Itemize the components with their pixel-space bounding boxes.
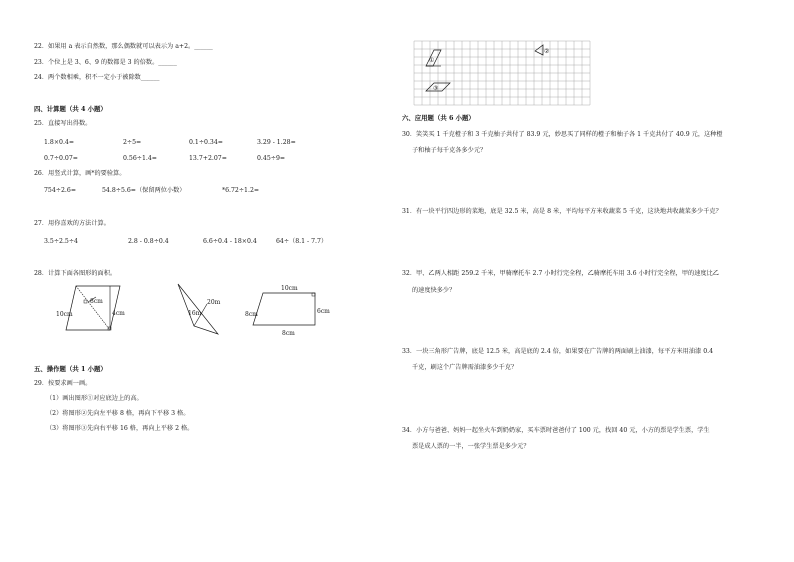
question-25: 25．直接写出得数。 bbox=[34, 120, 92, 127]
question-30-line-1: 30．笑笑买 1 千克橙子和 3 千克柚子共付了 83.9 元，妙思买了同样的橙子和柚子各 1 千克共付了 40.9 元，这种橙 bbox=[402, 131, 723, 138]
fig3-top-label: 10cm bbox=[281, 285, 298, 292]
q27-item: 3.5÷2.5÷4 bbox=[44, 238, 78, 245]
q29-item-1: （1）画出图形①对应底边上的高。 bbox=[46, 395, 143, 402]
question-32-line-2: 的速度快多少？ bbox=[412, 287, 456, 294]
q25-item: 13.7+2.07= bbox=[189, 155, 227, 162]
q25-row-1 bbox=[44, 139, 296, 147]
question-23: 23．个位上是 3、6、9 的数都是 3 的倍数。______ bbox=[34, 59, 177, 66]
question-34-line-2: 票是成人票的一半，一张学生票是多少元？ bbox=[412, 443, 530, 450]
q26-item: *6.72÷1.2= bbox=[222, 187, 260, 194]
question-34-line-1: 34．小方与爸爸、妈妈一起坐火车到奶奶家，买车票时爸爸付了 100 元，找回 40 元，小方的票是学生票，学生 bbox=[402, 427, 710, 434]
q26-item: 54.8÷5.6=（保留两位小数） bbox=[102, 187, 186, 194]
fig3-left-label: 8cm bbox=[245, 311, 258, 318]
question-24: 24．两个数相乘，积不一定小于被除数______ bbox=[34, 74, 160, 81]
question-29: 29．按要求画一画。 bbox=[34, 380, 92, 387]
q29-item-3: （3）将图形③先向右平移 16 格，再向上平移 2 格。 bbox=[46, 425, 194, 432]
fig2-b-label: 16m bbox=[188, 310, 202, 317]
question-33-line-1: 33．一块三角形广告牌，底是 12.5 米，高是底的 2.4 倍，如果要在广告牌的两面刷上油漆，每平方米用油漆 0.4 bbox=[402, 348, 714, 355]
question-32-line-1: 32．甲、乙两人相距 259.2 千米，甲骑摩托车 2.7 小时行完全程，乙骑摩托车用 3.6 小时行完全程，甲的速度比乙 bbox=[402, 270, 719, 277]
section-6-title: 六、应用题（共 6 小题） bbox=[402, 114, 475, 122]
q27-row bbox=[44, 238, 327, 246]
parallelogram-figure bbox=[58, 282, 128, 342]
section-4-title: 四、计算题（共 4 小题） bbox=[34, 105, 107, 113]
fig2-a-label: 20m bbox=[207, 299, 221, 306]
q29-item-2: （2）将图形②先向左平移 8 格，再向下平移 3 格。 bbox=[46, 410, 190, 417]
q25-item: 3.29 - 1.28= bbox=[257, 139, 296, 146]
question-30-line-2: 子和柚子每千克各多少元？ bbox=[412, 147, 487, 154]
q26-row bbox=[44, 187, 259, 195]
fig3-right-label: 6cm bbox=[317, 308, 330, 315]
q25-item: 0.45÷9= bbox=[257, 155, 286, 162]
question-22: 22．如果用 a 表示自然数，那么偶数就可以表示为 a+2。______ bbox=[34, 43, 213, 50]
q25-item: 1.8×0.4= bbox=[44, 139, 75, 146]
question-31-line-1: 31．有一块平行四边形的菜地，底是 32.5 米，高是 8 米，平均每平方米收蔬菜 5 千克，这块地共收蔬菜多少千克？ bbox=[402, 208, 722, 215]
question-33-line-2: 千克，刷这个广告牌需油漆多少千克？ bbox=[412, 364, 518, 371]
q25-row-2 bbox=[44, 155, 285, 163]
question-26: 26．用竖式计算，画*的要验算。 bbox=[34, 170, 126, 177]
shape-2-label: ② bbox=[544, 48, 550, 55]
fig1-side-label: 10cm bbox=[56, 311, 73, 318]
shape-2 bbox=[535, 45, 543, 55]
triangle-figure bbox=[176, 282, 236, 342]
q27-item: 6.6÷0.4 - 18×0.4 bbox=[203, 238, 257, 245]
q25-item: 0.1÷0.34= bbox=[189, 139, 223, 146]
q25-item: 2÷5= bbox=[123, 139, 142, 146]
q25-item: 0.7÷0.07= bbox=[44, 155, 78, 162]
q26-item: 754÷2.6= bbox=[44, 187, 77, 194]
fig1-height-label: 8cm bbox=[90, 298, 103, 305]
question-28: 28．计算下面各图形的面积。 bbox=[34, 270, 117, 277]
q25-item: 0.56÷1.4= bbox=[123, 155, 157, 162]
q27-item: 2.8 - 0.8÷0.4 bbox=[128, 238, 169, 245]
fig3-bottom-label: 8cm bbox=[282, 330, 295, 337]
fig1-mid-label: 4cm bbox=[112, 310, 125, 317]
section-5-title: 五、操作题（共 1 小题） bbox=[34, 365, 107, 373]
trapezoid-figure bbox=[245, 282, 335, 340]
square-grid bbox=[414, 41, 590, 109]
shape-3-label: ③ bbox=[433, 85, 439, 92]
q27-item: 64÷（8.1 - 7.7） bbox=[276, 238, 328, 245]
shape-1-label: ① bbox=[429, 57, 435, 64]
question-27: 27．用你喜欢的方法计算。 bbox=[34, 220, 110, 227]
